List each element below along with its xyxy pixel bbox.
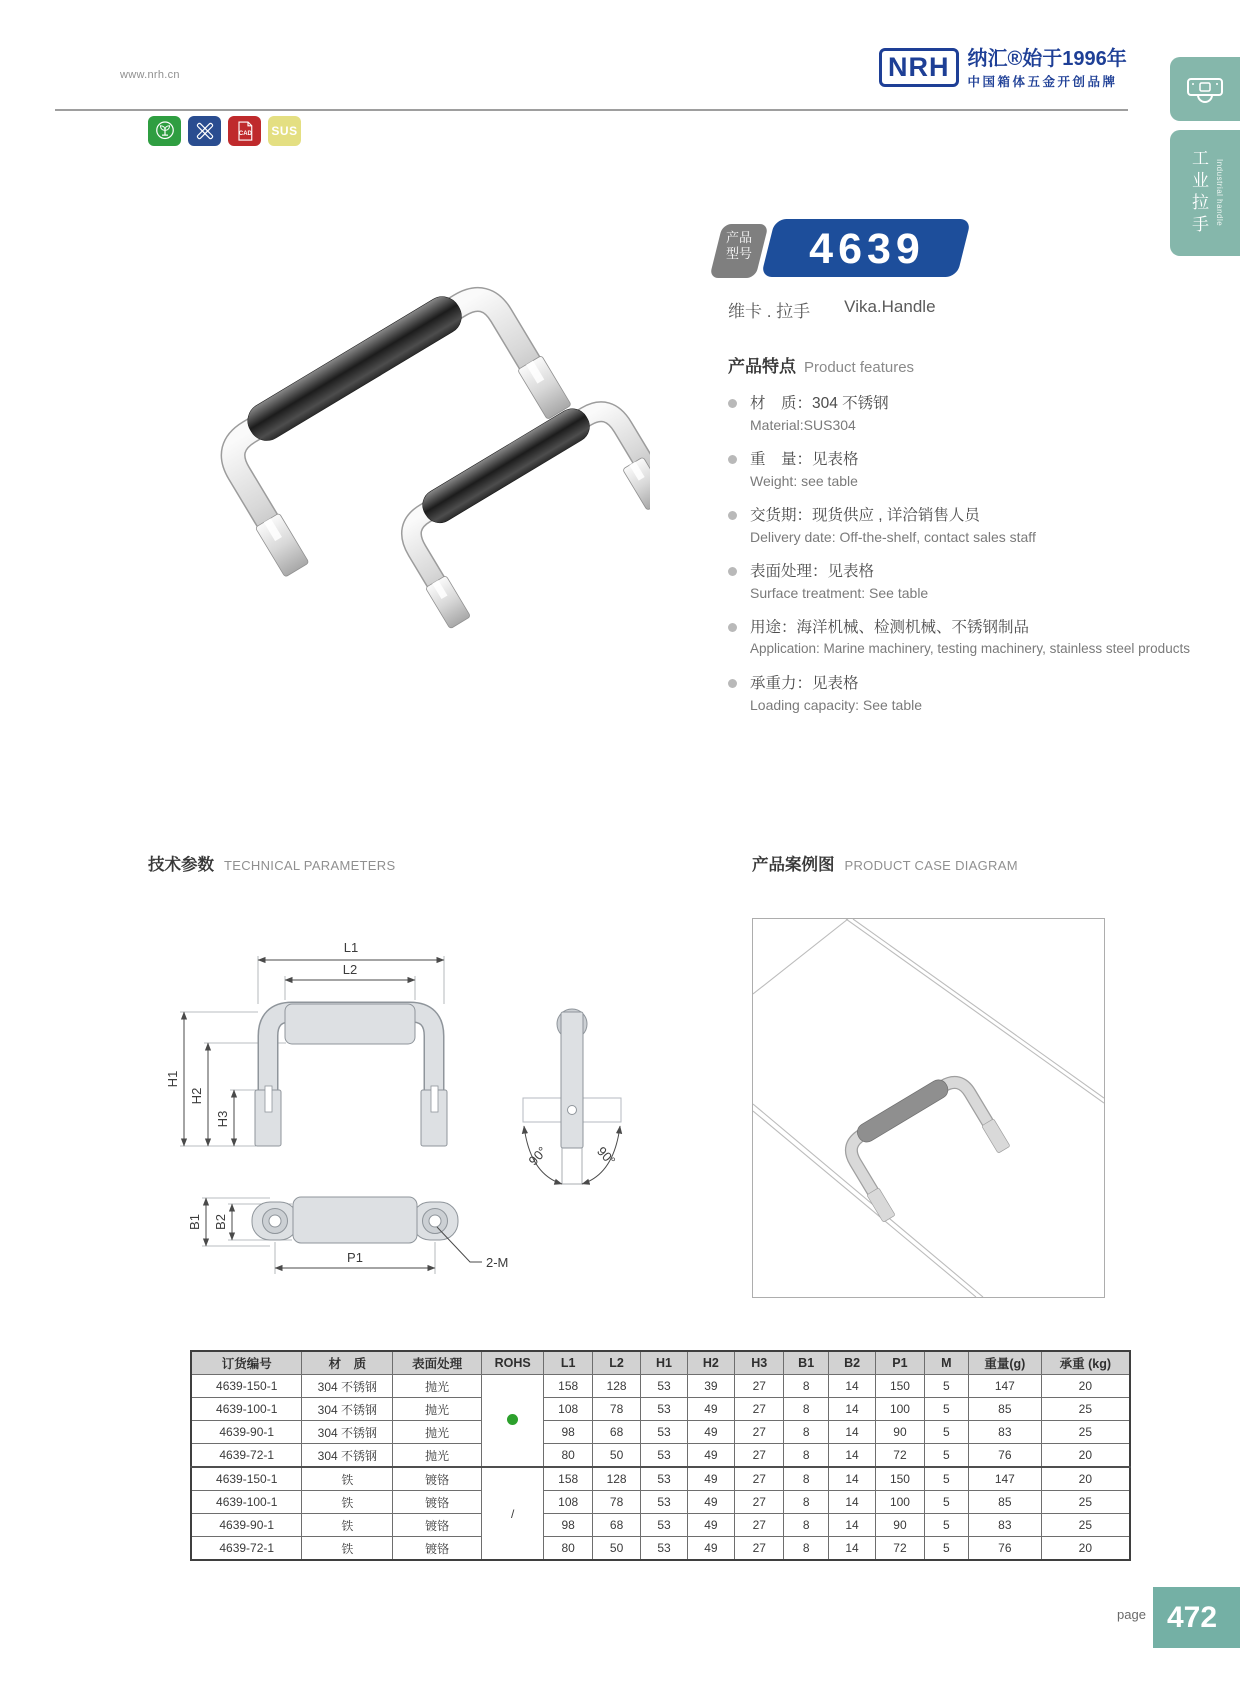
dim-h1: H1 [165, 1070, 180, 1088]
case-handle [834, 1065, 1010, 1223]
table-cell: 铁 [302, 1537, 393, 1561]
page-number-badge: 472 [1153, 1587, 1240, 1648]
table-cell: 8 [784, 1514, 828, 1537]
column-header: L1 [544, 1351, 592, 1375]
column-header: ROHS [481, 1351, 544, 1375]
section-title-cn: 技术参数 [148, 856, 214, 874]
column-header: H2 [687, 1351, 734, 1375]
table-cell: 83 [969, 1421, 1042, 1444]
dim-p1: P1 [347, 1250, 363, 1265]
table-cell: 14 [828, 1467, 875, 1491]
model-number: 4639 [809, 225, 925, 273]
dim-h2: H2 [189, 1087, 204, 1105]
table-cell: 25 [1041, 1421, 1130, 1444]
table-cell: 80 [544, 1537, 592, 1561]
dim-b2: B2 [213, 1214, 228, 1230]
column-header: 订货编号 [191, 1351, 302, 1375]
product-name [728, 297, 936, 322]
category-label-en: Industrial handle [1215, 159, 1224, 227]
table-cell: 铁 [302, 1491, 393, 1514]
case-diagram [753, 919, 1104, 1297]
rohs-cell [481, 1375, 544, 1468]
column-header: 表面处理 [393, 1351, 482, 1375]
table-cell: 25 [1041, 1514, 1130, 1537]
table-cell: 25 [1041, 1491, 1130, 1514]
table-cell: 147 [969, 1467, 1042, 1491]
bullet-icon [728, 567, 737, 576]
section-title-cn: 产品案例图 [752, 856, 835, 874]
table-header-row [191, 1351, 1130, 1375]
dim-h3: H3 [215, 1110, 230, 1128]
table-cell: 100 [876, 1398, 924, 1421]
angle-label-left: 90° [525, 1143, 550, 1169]
table-cell: 14 [828, 1421, 875, 1444]
feature-cn: 承重力：见表格 [750, 675, 859, 692]
sus-icon-label: SUS [271, 124, 298, 138]
cert-badges [148, 116, 301, 146]
front-view [255, 1004, 447, 1146]
feature-en: Weight: see table [750, 473, 858, 489]
table-cell: 27 [735, 1398, 784, 1421]
table-cell: 4639-150-1 [191, 1375, 302, 1398]
table-cell: 4639-150-1 [191, 1467, 302, 1491]
table-cell: 158 [544, 1375, 592, 1398]
feature-en: Surface treatment: See table [750, 585, 929, 601]
table-cell: 53 [641, 1421, 687, 1444]
product-name-en: Vika.Handle [844, 297, 936, 316]
table-cell: 49 [687, 1467, 734, 1491]
bullet-icon [728, 399, 737, 408]
table-cell: 镀铬 [393, 1537, 482, 1561]
model-tag-line1: 产品 [725, 230, 752, 245]
feature-en: Material:SUS304 [750, 417, 856, 433]
table-cell: 49 [687, 1514, 734, 1537]
table-cell: 4639-90-1 [191, 1421, 302, 1444]
nrh-logo: NRH [879, 48, 959, 87]
table-cell: 20 [1041, 1537, 1130, 1561]
column-header: L2 [592, 1351, 640, 1375]
table-cell: 20 [1041, 1375, 1130, 1398]
features-section [728, 352, 1208, 715]
table-cell: 抛光 [393, 1398, 482, 1421]
table-row [191, 1398, 1130, 1421]
section-title-en: PRODUCT CASE DIAGRAM [844, 858, 1018, 873]
feature-en: Loading capacity: See table [750, 697, 923, 713]
column-header: B2 [828, 1351, 875, 1375]
bullet-icon [728, 623, 737, 632]
feature-item [728, 673, 1208, 715]
feature-item [728, 617, 1208, 659]
feature-item [728, 393, 1208, 435]
feature-cn: 交货期：现货供应 , 详洽销售人员 [750, 507, 980, 524]
section-technical-parameters [148, 851, 395, 875]
table-cell: 76 [969, 1537, 1042, 1561]
table-cell: 5 [924, 1514, 968, 1537]
bottom-view [252, 1197, 482, 1262]
dim-2m: 2-M [486, 1255, 509, 1270]
features-title [728, 352, 1208, 377]
table-cell: 80 [544, 1444, 592, 1468]
table-cell: 304 不锈钢 [302, 1444, 393, 1468]
bullet-icon [728, 455, 737, 464]
tools-icon [188, 116, 221, 146]
table-cell: 53 [641, 1375, 687, 1398]
table-cell: 72 [876, 1537, 924, 1561]
handle-latch-icon [1185, 74, 1225, 104]
table-cell: 128 [592, 1375, 640, 1398]
table-cell: 27 [735, 1467, 784, 1491]
table-cell: 83 [969, 1514, 1042, 1537]
column-header: P1 [876, 1351, 924, 1375]
technical-drawing [140, 900, 660, 1300]
table-cell: 镀铬 [393, 1514, 482, 1537]
table-cell: 27 [735, 1537, 784, 1561]
table-cell: 304 不锈钢 [302, 1421, 393, 1444]
cad-icon-label: CAD [238, 130, 252, 137]
table-cell: 14 [828, 1491, 875, 1514]
table-cell: 抛光 [393, 1375, 482, 1398]
table-cell: 抛光 [393, 1421, 482, 1444]
handle-photo-large [202, 266, 572, 577]
eco-icon [148, 116, 181, 146]
table-cell: 4639-100-1 [191, 1491, 302, 1514]
table-cell: 304 不锈钢 [302, 1398, 393, 1421]
table-cell: 49 [687, 1537, 734, 1561]
table-cell: 72 [876, 1444, 924, 1468]
table-cell: 53 [641, 1444, 687, 1468]
category-tab-icon [1170, 57, 1240, 121]
table-cell: 53 [641, 1491, 687, 1514]
feature-item [728, 561, 1208, 603]
feature-en: Delivery date: Off-the-shelf, contact sales staff [750, 529, 1036, 545]
column-header: 重量(g) [969, 1351, 1042, 1375]
table-cell: 39 [687, 1375, 734, 1398]
brand-slogan [968, 48, 1127, 90]
table-cell: 镀铬 [393, 1491, 482, 1514]
column-header: 材 质 [302, 1351, 393, 1375]
table-cell: 147 [969, 1375, 1042, 1398]
table-cell: 85 [969, 1491, 1042, 1514]
table-cell: 150 [876, 1375, 924, 1398]
column-header: B1 [784, 1351, 828, 1375]
table-row [191, 1537, 1130, 1561]
table-cell: 8 [784, 1537, 828, 1561]
section-product-case [752, 851, 1018, 875]
table-cell: 4639-90-1 [191, 1514, 302, 1537]
table-cell: 78 [592, 1398, 640, 1421]
table-cell: 53 [641, 1537, 687, 1561]
table-cell: 76 [969, 1444, 1042, 1468]
table-cell: 5 [924, 1421, 968, 1444]
feature-cn: 重 量：见表格 [750, 451, 859, 468]
side-view [523, 1009, 621, 1184]
column-header: H3 [735, 1351, 784, 1375]
column-header: 承重 (kg) [1041, 1351, 1130, 1375]
feature-item [728, 449, 1208, 491]
table-cell: 抛光 [393, 1444, 482, 1468]
table-cell: 98 [544, 1421, 592, 1444]
sus-icon [268, 116, 301, 146]
brand-slogan-line2: 中国箱体五金开创品牌 [967, 75, 1118, 89]
rohs-dot-icon [507, 1414, 518, 1425]
table-cell: 镀铬 [393, 1467, 482, 1491]
table-cell: 5 [924, 1444, 968, 1468]
table-cell: 27 [735, 1444, 784, 1468]
table-cell: 108 [544, 1398, 592, 1421]
model-tag-line2: 型号 [725, 246, 752, 261]
table-cell: 90 [876, 1421, 924, 1444]
product-name-cn: 维卡 . 拉手 [728, 302, 811, 321]
column-header: H1 [641, 1351, 687, 1375]
table-cell: 4639-100-1 [191, 1398, 302, 1421]
table-cell: 5 [924, 1467, 968, 1491]
table-cell: 8 [784, 1398, 828, 1421]
table-cell: 14 [828, 1514, 875, 1537]
header-divider [55, 109, 1128, 111]
table-row [191, 1491, 1130, 1514]
site-url: www.nrh.cn [120, 69, 180, 81]
table-cell: 68 [592, 1514, 640, 1537]
feature-en: Application: Marine machinery, testing machinery, stainless steel products [750, 641, 1190, 656]
table-cell: 14 [828, 1537, 875, 1561]
table-cell: 158 [544, 1467, 592, 1491]
table-cell: 5 [924, 1537, 968, 1561]
column-header: M [924, 1351, 968, 1375]
table-cell: 25 [1041, 1398, 1130, 1421]
table-cell: 50 [592, 1537, 640, 1561]
table-cell: 14 [828, 1398, 875, 1421]
table-cell: 5 [924, 1398, 968, 1421]
table-cell: 49 [687, 1491, 734, 1514]
table-cell: 98 [544, 1514, 592, 1537]
table-cell: 8 [784, 1375, 828, 1398]
rohs-cell: / [481, 1467, 544, 1560]
table-cell: 20 [1041, 1467, 1130, 1491]
category-label-cn: 工业拉手 [1189, 149, 1208, 237]
table-cell: 49 [687, 1444, 734, 1468]
table-cell: 53 [641, 1398, 687, 1421]
features-title-cn: 产品特点 [728, 357, 796, 376]
dim-b1: B1 [187, 1214, 202, 1230]
dim-l1: L1 [343, 940, 359, 955]
table-cell: 27 [735, 1375, 784, 1398]
page-label: page [1117, 1607, 1146, 1622]
feature-cn: 表面处理：见表格 [750, 563, 875, 580]
table-cell: 128 [592, 1467, 640, 1491]
table-cell: 49 [687, 1421, 734, 1444]
table-cell: 8 [784, 1444, 828, 1468]
case-diagram-box [752, 918, 1105, 1298]
bullet-icon [728, 679, 737, 688]
brand-logo-block [879, 48, 1127, 90]
features-title-en: Product features [804, 359, 915, 376]
category-tab-industrial-handle [1170, 130, 1240, 256]
table-cell: 27 [735, 1421, 784, 1444]
table-row [191, 1421, 1130, 1444]
table-cell: 53 [641, 1514, 687, 1537]
table-cell: 150 [876, 1467, 924, 1491]
table-cell: 4639-72-1 [191, 1537, 302, 1561]
table-cell: 53 [641, 1467, 687, 1491]
table-row [191, 1444, 1130, 1468]
table-row [191, 1514, 1130, 1537]
table-cell: 50 [592, 1444, 640, 1468]
angle-label-right: 90° [594, 1143, 619, 1169]
table-cell: 27 [735, 1491, 784, 1514]
table-cell: 304 不锈钢 [302, 1375, 393, 1398]
table-row [191, 1467, 1130, 1491]
table-cell: 14 [828, 1444, 875, 1468]
model-tag-label [712, 230, 766, 262]
bullet-icon [728, 511, 737, 520]
dim-l2: L2 [342, 962, 358, 977]
product-photo [150, 195, 650, 715]
table-cell: 8 [784, 1421, 828, 1444]
feature-cn: 用途：海洋机械、检测机械、不锈钢制品 [750, 619, 1030, 636]
table-cell: 8 [784, 1467, 828, 1491]
table-cell: 4639-72-1 [191, 1444, 302, 1468]
table-cell: 78 [592, 1491, 640, 1514]
feature-item [728, 505, 1208, 547]
table-cell: 68 [592, 1421, 640, 1444]
table-cell: 27 [735, 1514, 784, 1537]
spec-table [190, 1350, 1131, 1561]
table-cell: 90 [876, 1514, 924, 1537]
table-cell: 14 [828, 1375, 875, 1398]
table-cell: 5 [924, 1491, 968, 1514]
table-cell: 8 [784, 1491, 828, 1514]
table-row [191, 1375, 1130, 1398]
table-cell: 108 [544, 1491, 592, 1514]
table-cell: 85 [969, 1398, 1042, 1421]
section-title-en: TECHNICAL PARAMETERS [224, 858, 396, 873]
handle-photo-small [384, 388, 650, 629]
cad-icon [228, 116, 261, 146]
table-cell: 铁 [302, 1467, 393, 1491]
table-cell: 20 [1041, 1444, 1130, 1468]
feature-cn: 材 质：304 不锈钢 [750, 395, 889, 412]
table-cell: 49 [687, 1398, 734, 1421]
table-cell: 100 [876, 1491, 924, 1514]
brand-slogan-line1: 纳汇®始于1996年 [967, 48, 1127, 70]
table-cell: 铁 [302, 1514, 393, 1537]
table-cell: 5 [924, 1375, 968, 1398]
